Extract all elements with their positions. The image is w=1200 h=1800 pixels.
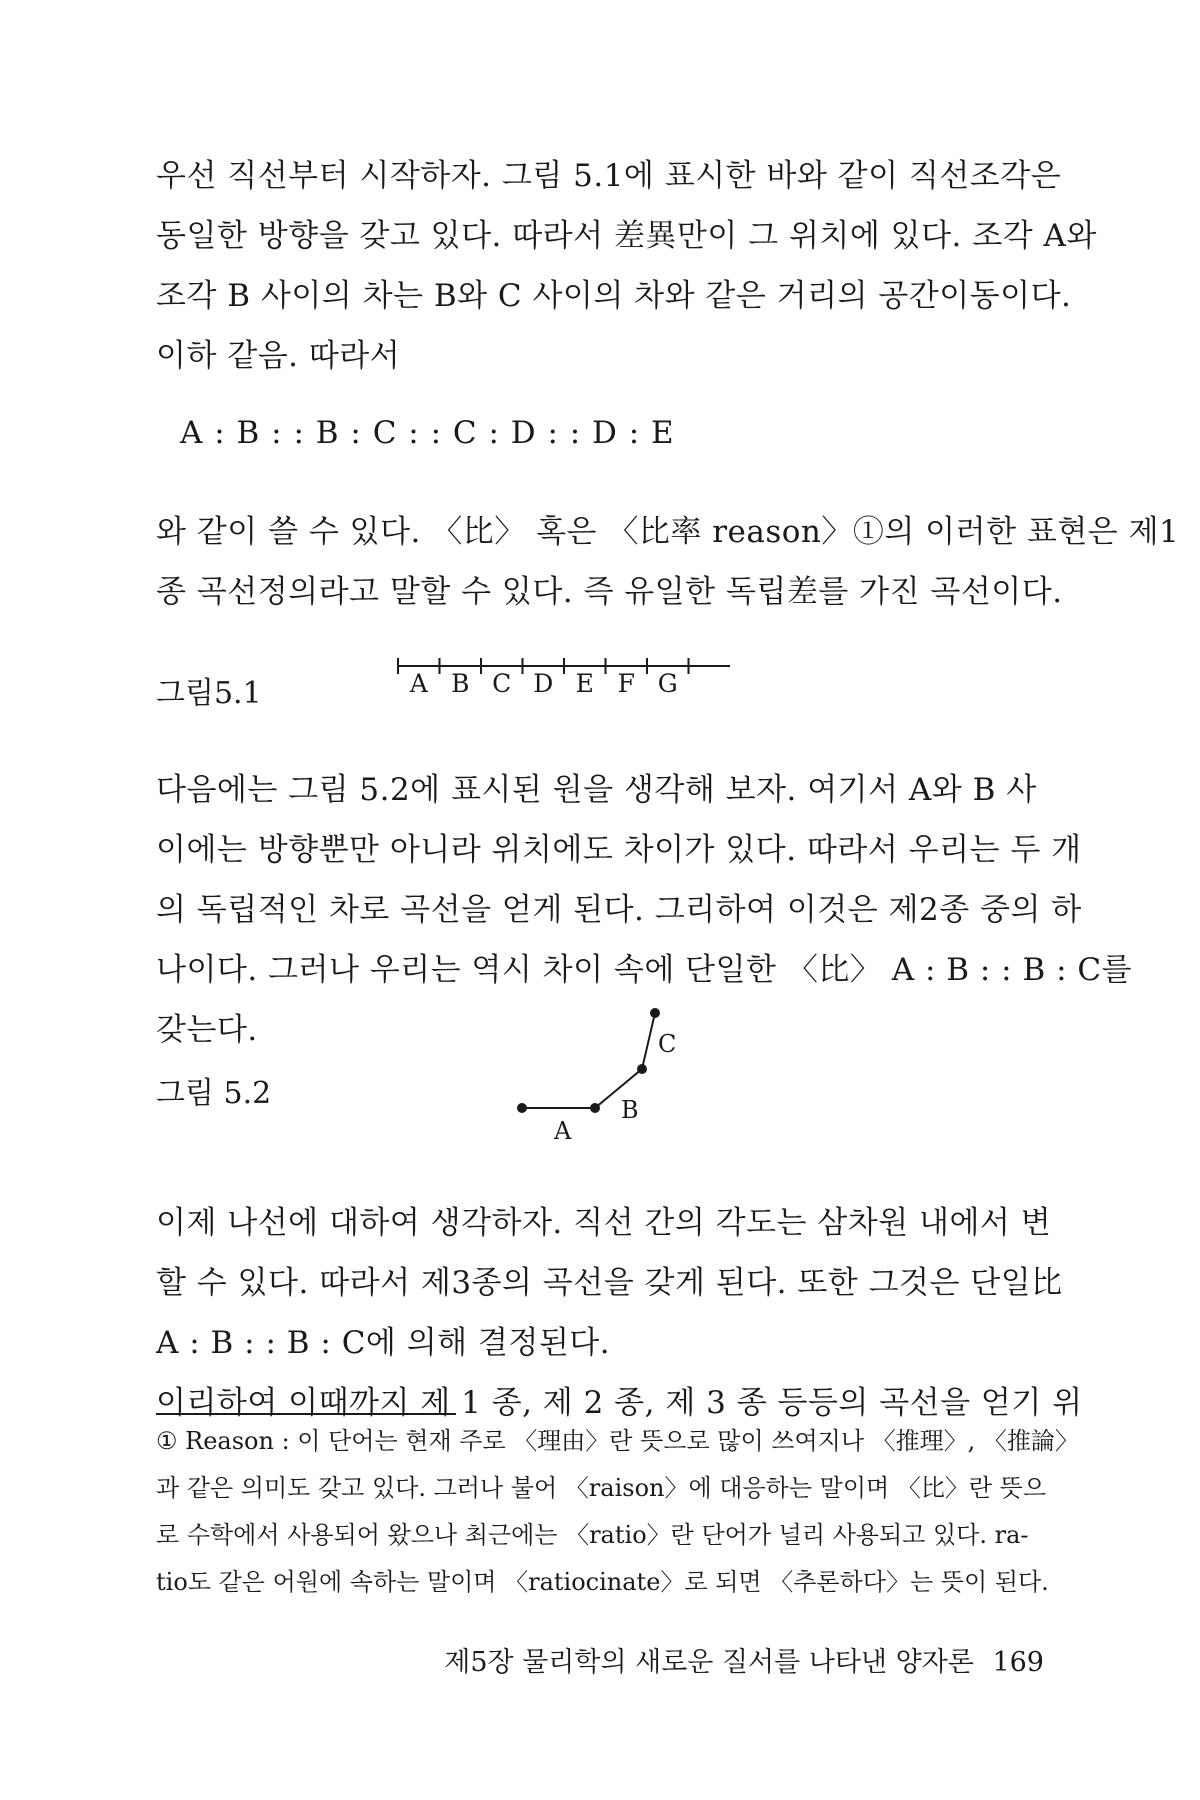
- text-line: 의 독립적인 차로 곡선을 얻게 된다. 그리하여 이것은 제2종 중의 하: [156, 892, 1082, 928]
- text-line: 갖는다.: [156, 1012, 258, 1048]
- figure-5-2-path: [522, 1013, 655, 1108]
- text-line: 와 같이 쓸 수 있다. 〈比〉 혹은 〈比率 reason〉①의 이러한 표현은 제1: [156, 514, 1180, 550]
- text-line: 종 곡선정의라고 말할 수 있다. 즉 유일한 독립差를 가진 곡선이다.: [156, 574, 1063, 610]
- footnote-line: ① Reason : 이 단어는 현재 주로 〈理由〉란 뜻으로 많이 쓰여지나 〈推理〉, 〈推論〉: [156, 1427, 1079, 1455]
- figure-5-1-point-label: B: [451, 669, 470, 698]
- footnote-line: tio도 같은 어원에 속하는 말이며 〈ratiocinate〉로 되면 〈추론하다〉는 뜻이 된다.: [156, 1568, 1049, 1596]
- figure-5-1-line-diagram: [380, 640, 760, 700]
- footnote-line: 과 같은 의미도 갖고 있다. 그러나 불어 〈raison〉에 대응하는 말이며 〈比〉란 뜻으: [156, 1474, 1047, 1502]
- text-line: 다음에는 그림 5.2에 표시된 원을 생각해 보자. 여기서 A와 B 사: [156, 772, 1037, 808]
- running-footer: [444, 1640, 1044, 1679]
- figure-5-2-point-b-c: [637, 1064, 647, 1074]
- text-line: A : B : : B : C에 의해 결정된다.: [156, 1325, 611, 1361]
- figure-5-2-diagram: [500, 1000, 700, 1150]
- figure-5-2-point-start: [517, 1103, 527, 1113]
- text-line: 이리하여 이때까지 제 1 종, 제 2 종, 제 3 종 등등의 곡선을 얻기 위: [156, 1385, 1083, 1421]
- figure-5-1-point-label: A: [409, 669, 428, 698]
- text-line: 조각 B 사이의 차는 B와 C 사이의 차와 같은 거리의 공간이동이다.: [156, 278, 1072, 314]
- figure-5-1-point-label: F: [617, 669, 635, 698]
- figure-5-1-label: 그림5.1: [156, 676, 262, 711]
- text-line: 동일한 방향을 갖고 있다. 따라서 差異만이 그 위치에 있다. 조각 A와: [156, 218, 1097, 254]
- text-line: 할 수 있다. 따라서 제3종의 곡선을 갖게 된다. 또한 그것은 단일比: [156, 1265, 1063, 1301]
- paragraph-first-order-curve: [156, 502, 1180, 622]
- text-line: 이하 같음. 따라서: [156, 338, 401, 374]
- text-line: 나이다. 그러나 우리는 역시 차이 속에 단일한 〈比〉 A : B : : B : C를: [156, 952, 1133, 988]
- figure-5-2-label-c: C: [658, 1030, 677, 1058]
- figure-5-2-point-end: [650, 1008, 660, 1018]
- figure-5-2-point-a-b: [590, 1103, 600, 1113]
- text-line: 이에는 방향뿐만 아니라 위치에도 차이가 있다. 따라서 우리는 두 개: [156, 832, 1082, 868]
- figure-5-1-point-label: G: [657, 669, 678, 698]
- chapter-title: 제5장 물리학의 새로운 질서를 나타낸 양자론: [444, 1647, 974, 1678]
- footnote-line: 로 수학에서 사용되어 왔으나 최근에는 〈ratio〉란 단어가 널리 사용되고 있다. ra-: [156, 1521, 1029, 1549]
- page-number: 169: [992, 1647, 1044, 1678]
- ratio-expression: A : B : : B : C : : C : D : : D : E: [180, 415, 675, 451]
- paragraph-spiral: [156, 1193, 1083, 1433]
- footnote-separator: [156, 1413, 456, 1415]
- figure-5-1-point-label: C: [492, 669, 512, 698]
- figure-5-1-point-label: E: [575, 669, 594, 698]
- footnote: [156, 1418, 1079, 1606]
- figure-5-2-label-b: B: [621, 1096, 639, 1124]
- paragraph-straight-line: [156, 146, 1097, 386]
- figure-5-1-point-label: D: [533, 669, 554, 698]
- text-line: 이제 나선에 대하여 생각하자. 직선 간의 각도는 삼차원 내에서 변: [156, 1205, 1052, 1241]
- text-line: 우선 직선부터 시작하자. 그림 5.1에 표시한 바와 같이 직선조각은: [156, 158, 1062, 194]
- figure-5-2-label-a: A: [554, 1117, 572, 1145]
- figure-5-2-label: 그림 5.2: [156, 1076, 272, 1111]
